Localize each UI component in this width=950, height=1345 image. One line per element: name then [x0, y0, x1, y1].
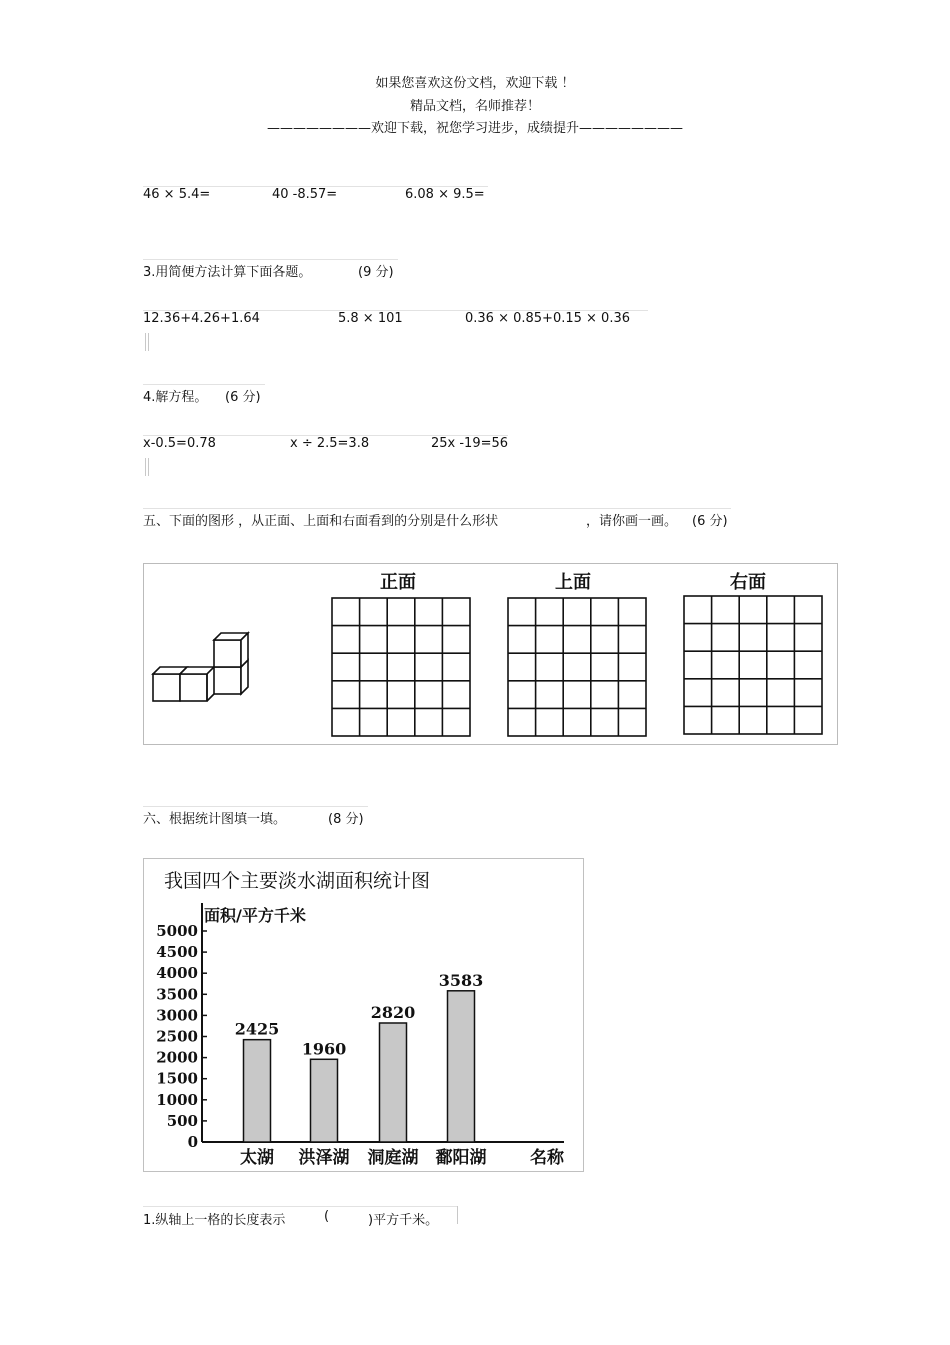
chart-x-axis-label: 名称 — [530, 1148, 564, 1168]
q6-title: 六、根据统计图填一填。 — [143, 812, 287, 827]
chart-title: 我国四个主要淡水湖面积统计图 — [164, 870, 431, 892]
view-label-right: 右面 — [730, 572, 766, 593]
views-figure — [143, 563, 838, 745]
grid-top — [507, 597, 649, 739]
q4-item-3: 25x -19=56 — [431, 436, 509, 451]
bar-value-label: 2820 — [370, 1002, 416, 1022]
cube-stack-drawing — [150, 630, 255, 710]
grid-front — [331, 597, 473, 739]
q4-item-2: x ÷ 2.5=3.8 — [290, 436, 370, 451]
bar-chart — [143, 858, 584, 1172]
q5-title-2: ，请你画一画。 — [586, 514, 678, 529]
q5-score: (6 分) — [692, 514, 728, 529]
q6-1-paren-open: ( — [324, 1209, 330, 1224]
y-tick-label: 1000 — [156, 1090, 198, 1109]
bar — [311, 1059, 338, 1142]
category-label: 鄱阳湖 — [435, 1148, 487, 1168]
chart-y-axis-label: 面积/平方千米 — [204, 906, 306, 925]
q6-1-paren-close: )平方千米。 — [368, 1213, 439, 1228]
bar — [448, 991, 475, 1142]
y-tick-label: 4000 — [156, 964, 198, 983]
view-label-front: 正面 — [380, 572, 416, 593]
y-tick-label: 3500 — [156, 985, 198, 1004]
y-tick-label: 2000 — [156, 1048, 198, 1067]
y-tick-label: 5000 — [156, 922, 198, 940]
q3-score: (9 分) — [358, 265, 394, 280]
y-tick-label: 2500 — [156, 1027, 198, 1046]
bar-value-label: 1960 — [301, 1039, 347, 1059]
bar-value-label: 2425 — [234, 1019, 280, 1039]
bar — [380, 1023, 407, 1142]
chart-bars — [235, 971, 487, 1168]
y-tick-label: 1500 — [156, 1069, 198, 1088]
y-tick-label: 0 — [187, 1133, 198, 1151]
y-tick-label: 4500 — [156, 943, 198, 962]
q4-score: (6 分) — [225, 390, 261, 405]
q4-item-1: x-0.5=0.78 — [143, 436, 216, 451]
chart-y-ticks — [156, 922, 207, 1151]
calc-item-1: 46 × 5.4= — [143, 187, 211, 202]
bar-chart-svg — [144, 859, 583, 1171]
header-line-2: 精品文档，名师推荐！ — [409, 99, 540, 114]
calc-item-3: 6.08 × 9.5= — [405, 187, 485, 202]
header-line-3: ————————欢迎下载，祝您学习进步，成绩提升———————— — [266, 121, 683, 136]
q5-title: 五、下面的图形 ，从正面、上面和右面看到的分别是什么形状 — [143, 514, 499, 529]
q3-item-1: 12.36+4.26+1.64 — [143, 311, 260, 326]
calc-item-2: 40 -8.57= — [272, 187, 338, 202]
grid-right — [683, 595, 825, 737]
q3-item-2: 5.8 × 101 — [338, 311, 403, 326]
y-tick-label: 500 — [166, 1111, 198, 1130]
bar-value-label: 3583 — [438, 970, 484, 990]
q3-title: 3.用简便方法计算下面各题。 — [143, 265, 312, 280]
header-line-1: 如果您喜欢这份文档，欢迎下载 ！ — [375, 76, 575, 91]
q6-score: (8 分) — [328, 812, 364, 827]
q4-title: 4.解方程。 — [143, 390, 208, 405]
q3-item-3: 0.36 × 0.85+0.15 × 0.36 — [465, 311, 630, 326]
y-tick-label: 3000 — [156, 1006, 198, 1025]
category-label: 洪泽湖 — [298, 1148, 350, 1168]
bar — [244, 1040, 271, 1142]
view-label-top: 上面 — [555, 572, 591, 593]
q6-1-text: 1.纵轴上一格的长度表示 — [143, 1213, 286, 1228]
category-label: 洞庭湖 — [367, 1148, 419, 1168]
category-label: 太湖 — [240, 1148, 274, 1168]
